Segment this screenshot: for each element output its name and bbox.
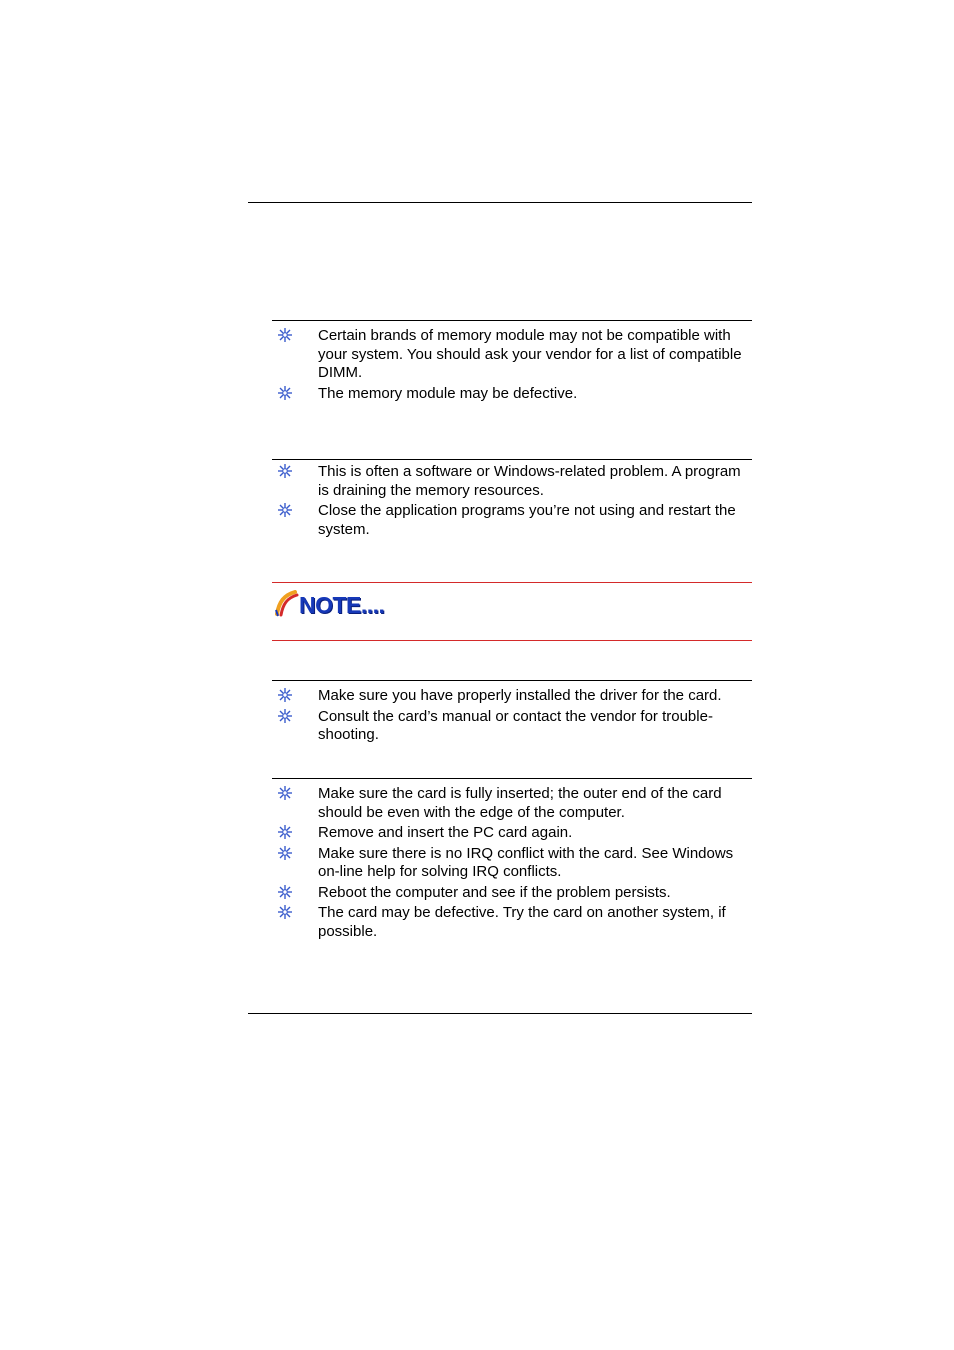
- note-label: NOTE....: [299, 592, 385, 618]
- list-item: [272, 785, 752, 822]
- list-item: [272, 845, 752, 882]
- section-card-insert: [272, 785, 752, 943]
- list-item-text: Remove and insert the PC card again.: [318, 824, 573, 841]
- snowflake-bullet-icon: [278, 786, 292, 800]
- list-item-text: This is often a software or Windows-related problem. A program is draining the memory resources.: [318, 463, 741, 499]
- list-item: [272, 463, 752, 500]
- list-item-text: The card may be defective. Try the card on another system, if possible.: [318, 904, 726, 940]
- list-item-text: The memory module may be defective.: [318, 384, 578, 402]
- section-memory-compat: [272, 327, 752, 405]
- list-item-text: Make sure you have properly installed the driver for the card.: [318, 687, 722, 704]
- note-logo: [275, 590, 410, 620]
- section-rule-memory-resources: [272, 459, 752, 460]
- footer-rule: [248, 1013, 752, 1014]
- snowflake-bullet-icon: [278, 885, 292, 899]
- section-memory-resources: [272, 463, 752, 541]
- list-item-text: Make sure there is no IRQ conflict with the card. See Windows on-line help for solving IRQ conflicts.: [318, 844, 734, 880]
- list-item: [272, 904, 752, 941]
- note-bottom-rule: [272, 640, 752, 641]
- list-item-text: Make sure the card is fully inserted; the outer end of the card should be even with the edge of the computer.: [318, 785, 722, 821]
- section-card-driver: [272, 687, 752, 747]
- note-top-rule: [272, 582, 752, 583]
- note-pen-icon: [275, 590, 299, 618]
- list-item-text: Consult the card’s manual or contact the vendor for trouble-shooting.: [318, 707, 713, 743]
- list-item: [272, 687, 752, 706]
- snowflake-bullet-icon: [278, 905, 292, 919]
- list-item: [272, 708, 752, 745]
- section-rule-card-insert: [272, 778, 752, 779]
- snowflake-bullet-icon: [278, 503, 292, 517]
- list-item: [272, 884, 752, 903]
- list-item-text: Close the application programs you’re not using and restart the system.: [318, 502, 736, 538]
- snowflake-bullet-icon: [278, 464, 292, 478]
- snowflake-bullet-icon: [278, 688, 292, 702]
- section-rule-card-driver: [272, 680, 752, 681]
- snowflake-bullet-icon: [278, 709, 292, 723]
- list-item-text: Reboot the computer and see if the problem persists.: [318, 883, 671, 901]
- list-item: [272, 327, 752, 383]
- snowflake-bullet-icon: [278, 846, 292, 860]
- snowflake-bullet-icon: [278, 825, 292, 839]
- list-item: [272, 385, 752, 404]
- list-item: [272, 502, 752, 539]
- snowflake-bullet-icon: [278, 328, 292, 342]
- header-rule: [248, 202, 752, 203]
- section-rule-memory-compat: [272, 320, 752, 321]
- snowflake-bullet-icon: [278, 386, 292, 400]
- list-item: [272, 824, 752, 843]
- list-item-text: Certain brands of memory module may not be compatible with your system. You should ask your vendor for a list of compatible DIMM.: [318, 327, 742, 381]
